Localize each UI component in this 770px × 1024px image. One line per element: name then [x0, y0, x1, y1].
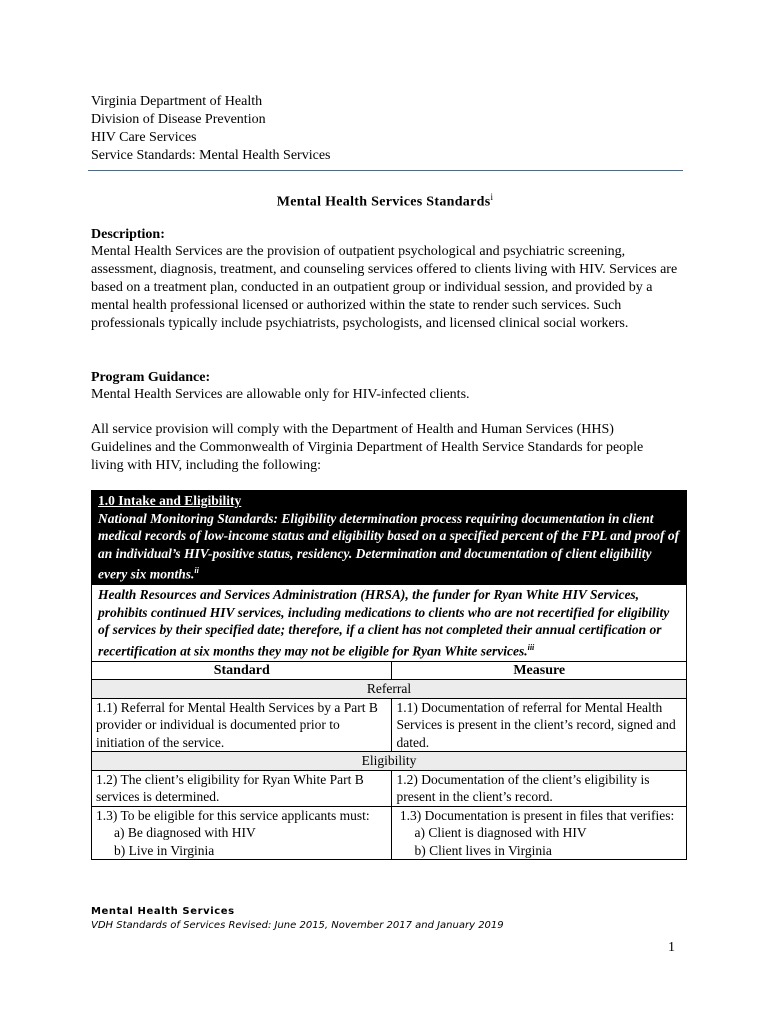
column-header-measure: Measure	[392, 661, 687, 680]
standard-1-3-cell	[92, 806, 392, 860]
page-title	[0, 192, 770, 211]
group-label-eligibility: Eligibility	[92, 752, 687, 771]
hrsa-note: Health Resources and Services Administration (HRSA), the funder for Ryan White HIV Services, prohibits continued HIV services, including medications to clients who are not recertified for eligibility of services by their specified date; therefore, if a client has not completed their annual certification or recertification at six months they may not be eligible for Ryan White services.	[98, 587, 670, 658]
document-header	[91, 93, 330, 165]
guidance-body: All service provision will comply with the Department of Health and Human Services (HHS) Guidelines and the Commonwealth of Virginia Department of Health Service Standards for people living with HIV, including the following:	[91, 422, 644, 473]
section-title: 1.0 Intake and Eligibility	[98, 493, 242, 508]
header-line-1: Virginia Department of Health	[91, 94, 263, 109]
column-header-row	[92, 661, 687, 680]
group-label-referral: Referral	[92, 680, 687, 699]
standard-1-3-b: b) Live in Virginia	[114, 842, 215, 858]
table-row	[92, 770, 687, 806]
group-row-eligibility	[92, 752, 687, 771]
measure-1-3-cell	[392, 806, 687, 860]
guidance-line: Mental Health Services are allowable only for HIV-infected clients.	[91, 387, 470, 402]
standard-1-3: 1.3) To be eligible for this service applicants must:	[96, 807, 370, 823]
footer-title: Mental Health Services	[91, 906, 235, 917]
hrsa-row	[92, 585, 687, 662]
measure-1-3-a: a) Client is diagnosed with HIV	[414, 825, 587, 840]
description-heading: Description:	[91, 227, 165, 242]
page-title-footnote: i	[490, 192, 494, 202]
column-header-standard: Standard	[92, 661, 392, 680]
table-row	[92, 806, 687, 860]
standards-table	[91, 490, 687, 860]
group-row-referral	[92, 680, 687, 699]
header-line-3: HIV Care Services	[91, 130, 197, 145]
description-body: Mental Health Services are the provision of outpatient psychological and psychiatric screening, assessment, diagnosis, treatment, and counseling services offered to clients living with HIV. Services are based on a treatment plan, conducted in an outpatient group or individual session, and provided by a mental health professional licensed or authorized within the state to render such services. Such professionals typically include psychiatrists, psychologists, and licensed clinical social workers.	[91, 244, 678, 331]
table-row	[92, 698, 687, 752]
standard-1-2: 1.2) The client’s eligibility for Ryan White Part B services is determined.	[92, 770, 392, 806]
section-header-cell	[92, 491, 687, 585]
standard-1-3-a: a) Be diagnosed with HIV	[114, 825, 256, 840]
guidance-heading: Program Guidance:	[91, 370, 211, 385]
footer-revision: VDH Standards of Services Revised: June 2015, November 2017 and January 2019	[91, 920, 504, 931]
section-header-row	[92, 491, 687, 585]
page-title-text: Mental Health Services Standards	[276, 194, 491, 210]
page-number: 1	[668, 940, 675, 955]
monitoring-footnote: ii	[194, 566, 199, 575]
header-line-4: Service Standards: Mental Health Services	[91, 148, 331, 163]
measure-1-1: 1.1) Documentation of referral for Mental Health Services is present in the client’s record, signed and dated.	[392, 698, 687, 752]
measure-1-3: 1.3) Documentation is present in files that verifies:	[396, 807, 675, 823]
standard-1-1: 1.1) Referral for Mental Health Services by a Part B provider or individual is documented prior to initiation of the service.	[92, 698, 392, 752]
hrsa-footnote: iii	[527, 642, 535, 652]
hrsa-cell	[92, 585, 687, 662]
header-divider	[88, 170, 683, 171]
measure-1-3-b: b) Client lives in Virginia	[414, 842, 552, 858]
monitoring-standards: National Monitoring Standards: Eligibility determination process requiring documentation in client medical records of low-income status and eligibility based on a specified percent of the FPL and proof of an individual’s HIV-positive status, residency. Determination and documentation of client eligibility every six months.	[98, 510, 680, 582]
header-line-2: Division of Disease Prevention	[91, 112, 266, 127]
measure-1-2: 1.2) Documentation of the client’s eligibility is present in the client’s record.	[392, 770, 687, 806]
